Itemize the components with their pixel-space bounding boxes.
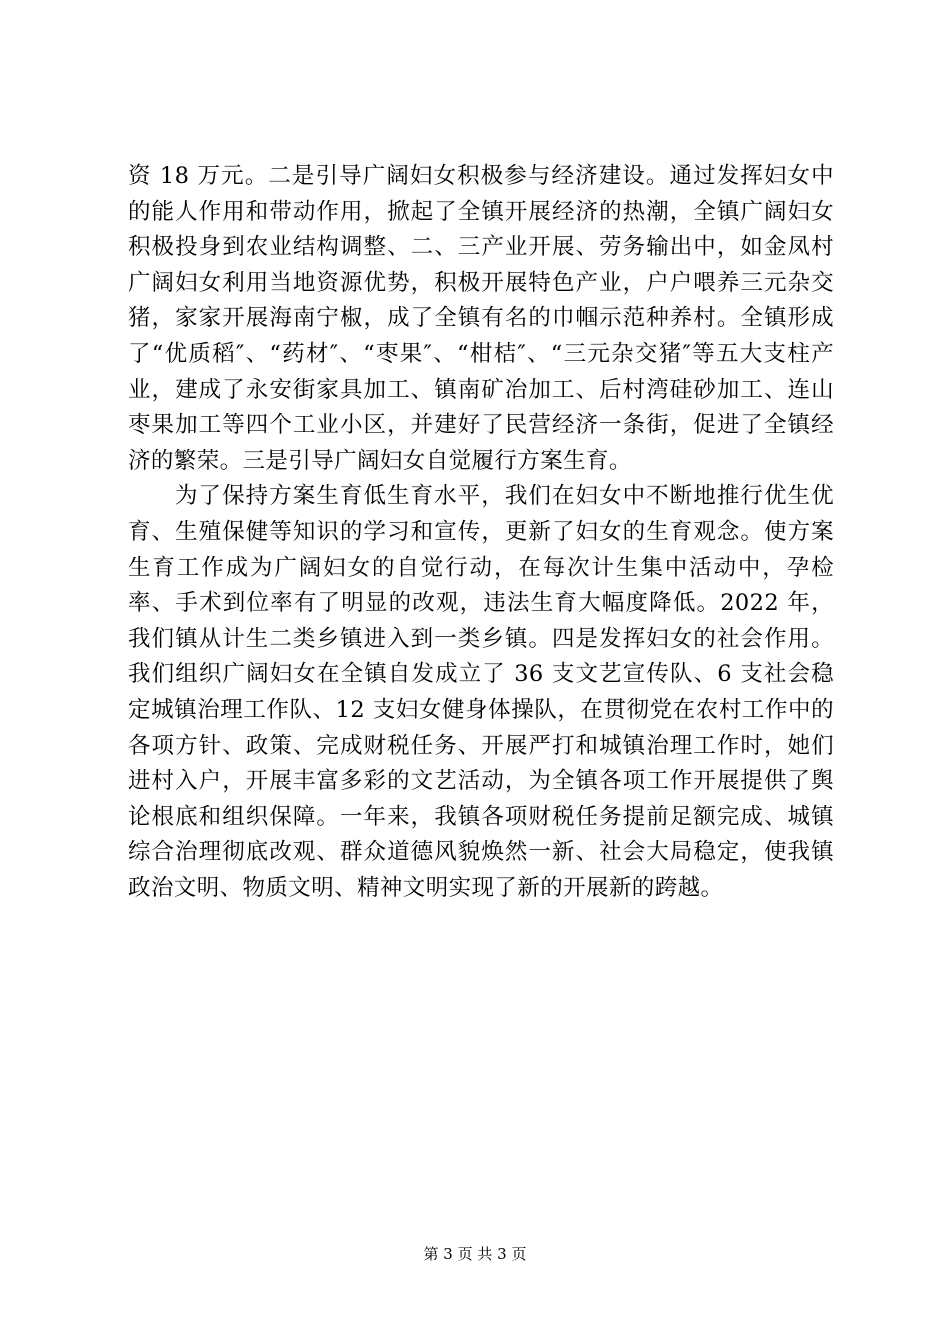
page-number-label: 第 3 页 共 3 页 bbox=[423, 1245, 527, 1263]
paragraph-1: 资 18 万元。二是引导广阔妇女积极参与经济建设。通过发挥妇女中的能人作用和带动作用，掀起了全镇开展经济的热潮，全镇广阔妇女积极投身到农业结构调整、二、三产业开展、劳务输出中，如金凤村广阔妇女利用当地资源优势，积极开展特色产业，户户喂养三元杂交猪，家家开展海南宁椒，成了全镇有名的巾帼示范种养村。全镇形成了“优质稻″、“药材″、“枣果″、“柑桔″、“三元杂交猪″等五大支柱产业，建成了永安街家具加工、镇南矿冶加工、后村湾硅砂加工、连山枣果加工等四个工业小区，并建好了民营经济一条街，促进了全镇经济的繁荣。三是引导广阔妇女自觉履行方案生育。 bbox=[128, 163, 834, 474]
page-footer bbox=[0, 1244, 950, 1264]
paragraph-2: 为了保持方案生育低生育水平，我们在妇女中不断地推行优生优育、生殖保健等知识的学习和宣传，更新了妇女的生育观念。使方案生育工作成为广阔妇女的自觉行动，在每次计生集中活动中，孕检率、手术到位率有了明显的改观，违法生育大幅度降低。2022 年，我们镇从计生二类乡镇进入到一类乡镇。四是发挥妇女的社会作用。我们组织广阔妇女在全镇自发成立了 36 支文艺宣传队、6 支社会稳定城镇治理工作队、12 支妇女健身体操队，在贯彻党在农村工作中的各项方针、政策、完成财税任务、开展严打和城镇治理工作时，她们进村入户，开展丰富多彩的文艺活动，为全镇各项工作开展提供了舆论根底和组织保障。一年来，我镇各项财税任务提前足额完成、城镇综合治理彻底改观、群众道德风貌焕然一新、社会大局稳定，使我镇政治文明、物质文明、精神文明实现了新的开展新的跨越。 bbox=[128, 483, 834, 901]
document-body bbox=[128, 159, 834, 906]
